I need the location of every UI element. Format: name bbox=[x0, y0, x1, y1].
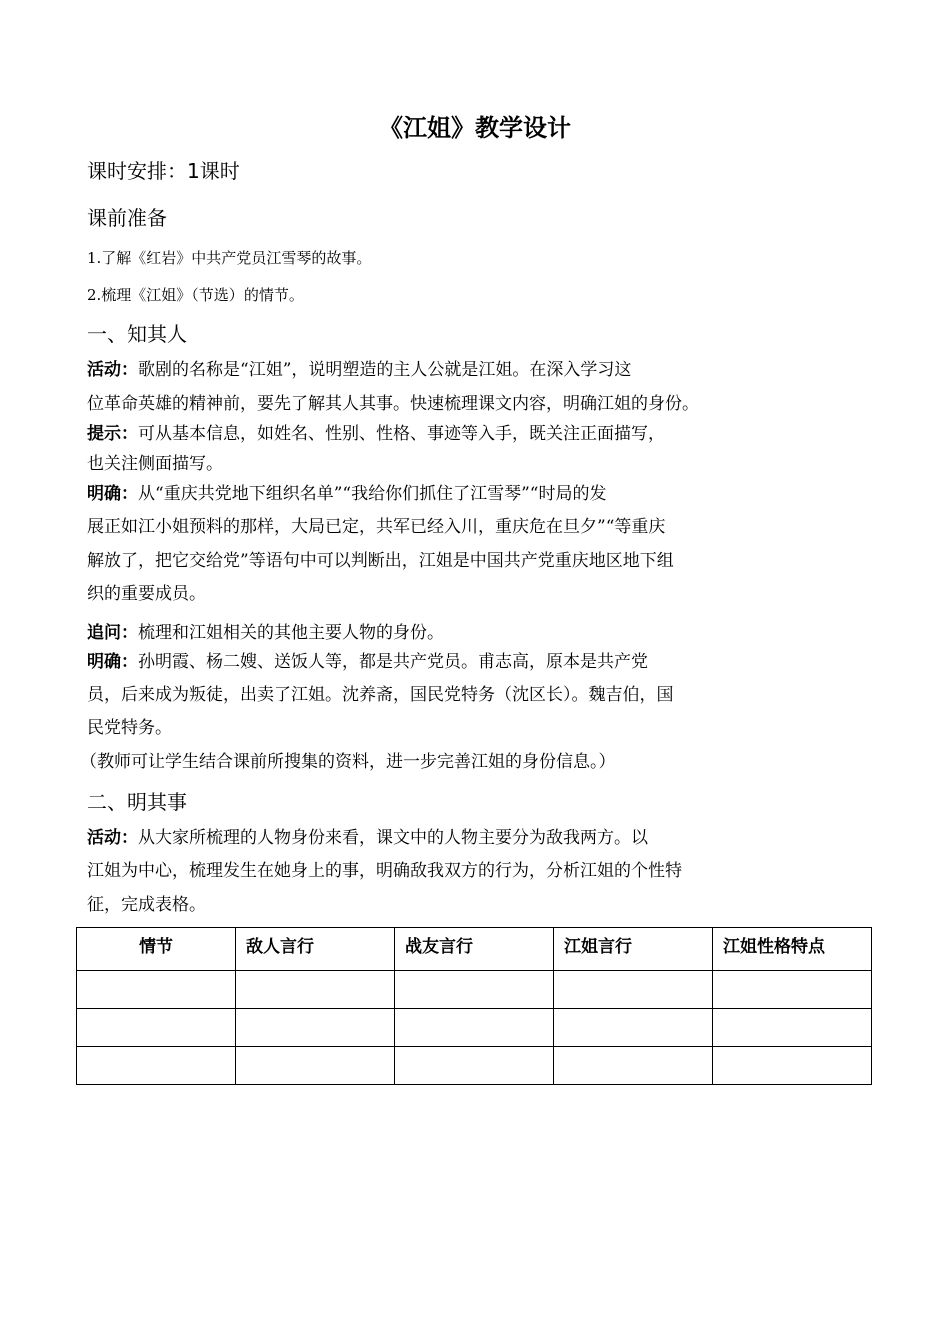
section2-activity-line3: 征，完成表格。 bbox=[87, 895, 206, 915]
table-cell[interactable] bbox=[395, 1047, 554, 1085]
section1-answer2-line1: 明确：孙明霞、杨二嫂、送饭人等，都是共产党员。甫志高，原本是共产党 bbox=[87, 652, 648, 672]
plot-table bbox=[76, 927, 872, 1085]
table-row bbox=[77, 1009, 872, 1047]
section1-activity-line1: 活动：歌剧的名称是“江姐”，说明塑造的主人公就是江姐。在深入学习这 bbox=[87, 360, 632, 380]
table-cell[interactable] bbox=[713, 1009, 872, 1047]
table-header-enemy: 敌人言行 bbox=[236, 928, 395, 971]
section1-followup: 追问：梳理和江姐相关的其他主要人物的身份。 bbox=[87, 623, 444, 643]
table-cell[interactable] bbox=[77, 1047, 236, 1085]
table-cell[interactable] bbox=[77, 971, 236, 1009]
table-cell[interactable] bbox=[554, 1047, 713, 1085]
activity-label: 活动： bbox=[87, 828, 138, 848]
table-header-jiangjie: 江姐言行 bbox=[554, 928, 713, 971]
table-cell[interactable] bbox=[554, 1009, 713, 1047]
table-cell[interactable] bbox=[236, 1047, 395, 1085]
section1-answer1-line4: 织的重要成员。 bbox=[87, 584, 206, 604]
table-cell[interactable] bbox=[77, 1009, 236, 1047]
answer-label: 明确： bbox=[87, 652, 138, 672]
prep-item-2: 2.梳理《江姐》（节选）的情节。 bbox=[87, 286, 304, 304]
section1-activity-line2: 位革命英雄的精神前，要先了解其人其事。快速梳理课文内容，明确江姐的身份。 bbox=[87, 394, 699, 414]
activity-label: 活动： bbox=[87, 360, 138, 380]
table-row bbox=[77, 1047, 872, 1085]
table-row bbox=[77, 971, 872, 1009]
section1-hint-line1: 提示：可从基本信息，如姓名、性别、性格、事迹等入手，既关注正面描写， bbox=[87, 424, 665, 444]
section1-answer2-line3: 民党特务。 bbox=[87, 718, 172, 738]
section1-answer1-line1: 明确：从“重庆共党地下组织名单”“我给你们抓住了江雪琴”“时局的发 bbox=[87, 484, 607, 504]
table-cell[interactable] bbox=[713, 971, 872, 1009]
table-header-traits: 江姐性格特点 bbox=[713, 928, 872, 971]
section1-answer2-line2: 员，后来成为叛徒，出卖了江姐。沈养斋，国民党特务（沈区长）。魏吉伯，国 bbox=[87, 685, 674, 705]
section1-hint-line2: 也关注侧面描写。 bbox=[87, 454, 223, 474]
schedule-line: 课时安排：1课时 bbox=[87, 159, 240, 183]
table-cell[interactable] bbox=[713, 1047, 872, 1085]
table-header-plot: 情节 bbox=[77, 928, 236, 971]
table-cell[interactable] bbox=[395, 1009, 554, 1047]
table-cell[interactable] bbox=[554, 971, 713, 1009]
followup-label: 追问： bbox=[87, 623, 138, 643]
hint-label: 提示： bbox=[87, 424, 138, 444]
page-title: 《江姐》教学设计 bbox=[379, 114, 571, 142]
table-cell[interactable] bbox=[236, 1009, 395, 1047]
section1-answer1-line3: 解放了，把它交给党”等语句中可以判断出，江姐是中国共产党重庆地区地下组 bbox=[87, 551, 674, 571]
section2-activity-line1: 活动：从大家所梳理的人物身份来看，课文中的人物主要分为敌我两方。以 bbox=[87, 828, 648, 848]
answer-label: 明确： bbox=[87, 484, 138, 504]
prep-heading: 课前准备 bbox=[87, 206, 167, 230]
table-header-comrade: 战友言行 bbox=[395, 928, 554, 971]
table-header-row bbox=[77, 928, 872, 971]
section2-heading: 二、明其事 bbox=[87, 790, 187, 814]
prep-item-1: 1.了解《红岩》中共产党员江雪琴的故事。 bbox=[87, 249, 372, 267]
table-cell[interactable] bbox=[236, 971, 395, 1009]
section1-answer1-line2: 展正如江小姐预料的那样，大局已定，共军已经入川，重庆危在旦夕”“等重庆 bbox=[87, 517, 666, 537]
section2-activity-line2: 江姐为中心，梳理发生在她身上的事，明确敌我双方的行为，分析江姐的个性特 bbox=[87, 861, 682, 881]
table-cell[interactable] bbox=[395, 971, 554, 1009]
section1-heading: 一、知其人 bbox=[87, 322, 187, 346]
teacher-note: （教师可让学生结合课前所搜集的资料，进一步完善江姐的身份信息。） bbox=[80, 752, 616, 772]
